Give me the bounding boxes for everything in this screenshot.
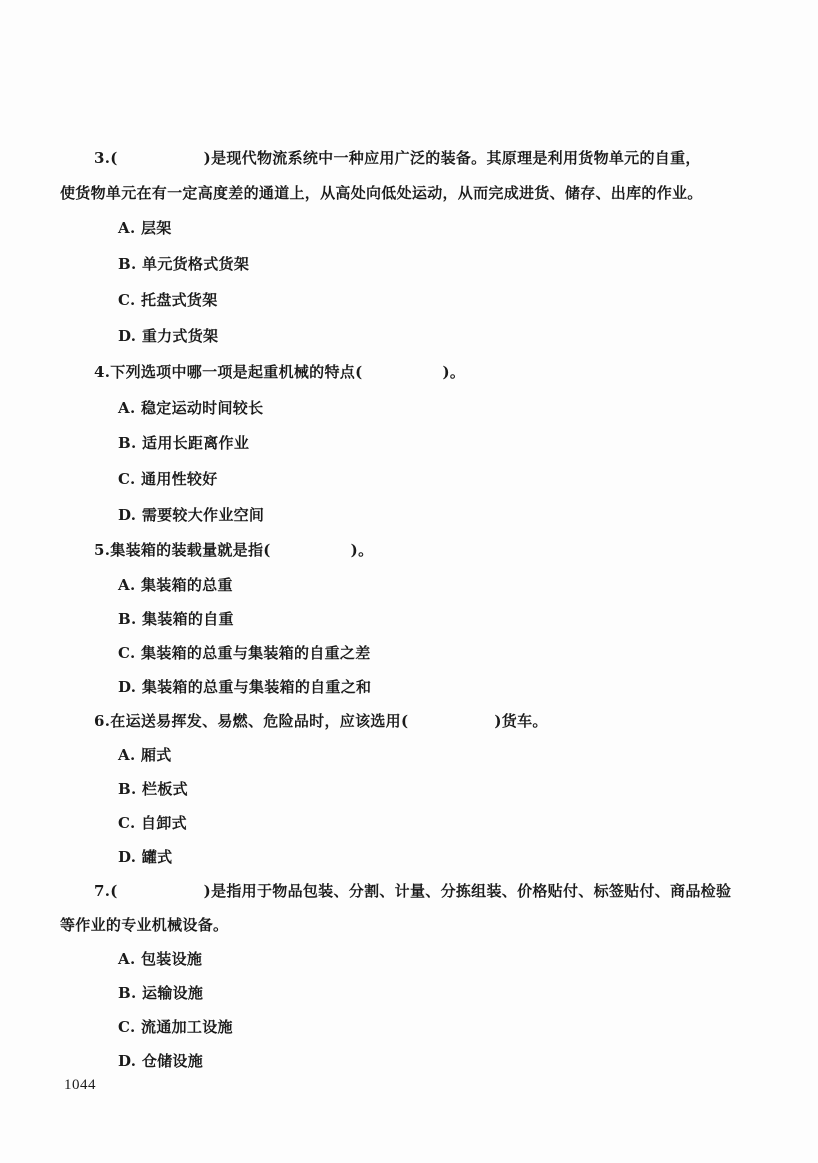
option-c: C. 集装箱的总重与集装箱的自重之差 [118,644,371,662]
question-stem-tail: )货车。 [494,712,548,730]
question-5-stem [94,540,373,560]
question-number: 4. [94,363,111,381]
question-stem-lead: 集装箱的装载量就是指( [110,541,271,559]
option-c: C. 流通加工设施 [118,1018,233,1036]
question-number: 3. [94,149,111,167]
option-a: A. 包装设施 [118,950,203,968]
question-stem-tail: )。 [350,541,374,559]
question-3-stem [94,148,701,168]
option-b: B. 集装箱的自重 [118,610,234,628]
question-7-stem [94,881,731,901]
question-stem-tail: )是现代物流系统中一种应用广泛的装备。其原理是利用货物单元的自重， [203,149,701,167]
option-d: D. 需要较大作业空间 [118,506,265,524]
question-number: 7. [94,882,111,900]
option-a: A. 集装箱的总重 [118,576,233,594]
option-b: B. 运输设施 [118,984,204,1002]
option-d: D. 仓储设施 [118,1052,204,1070]
option-a: A. 厢式 [118,746,172,764]
option-d: D. 罐式 [118,848,173,866]
question-number: 5. [94,541,111,559]
option-d: D. 集装箱的总重与集装箱的自重之和 [118,678,372,696]
question-stem-lead: ( [110,149,118,167]
option-b: B. 单元货格式货架 [118,255,250,273]
option-b: B. 栏板式 [118,780,188,798]
option-a: A. 层架 [118,219,172,237]
question-3-stem-continued: 使货物单元在有一定高度差的通道上，从高处向低处运动，从而完成进货、储存、出库的作业。 [60,184,703,202]
question-7-stem-continued: 等作业的专业机械设备。 [60,916,229,934]
question-4-stem [94,362,465,382]
question-stem-lead: 在运送易挥发、易燃、危险品时，应该选用( [110,712,409,730]
option-c: C. 通用性较好 [118,470,218,488]
option-c: C. 自卸式 [118,814,187,832]
question-stem-tail: )是指用于物品包装、分割、计量、分拣组装、价格贴付、标签贴付、商品检验 [203,882,732,900]
option-d: D. 重力式货架 [118,327,219,345]
question-stem-lead: 下列选项中哪一项是起重机械的特点( [110,363,363,381]
option-a: A. 稳定运动时间较长 [118,399,264,417]
option-c: C. 托盘式货架 [118,291,218,309]
question-stem-tail: )。 [442,363,466,381]
option-b: B. 适用长距离作业 [118,434,250,452]
question-number: 6. [94,712,111,730]
question-stem-lead: ( [110,882,118,900]
question-6-stem [94,711,548,731]
page-number: 1044 [64,1077,96,1093]
